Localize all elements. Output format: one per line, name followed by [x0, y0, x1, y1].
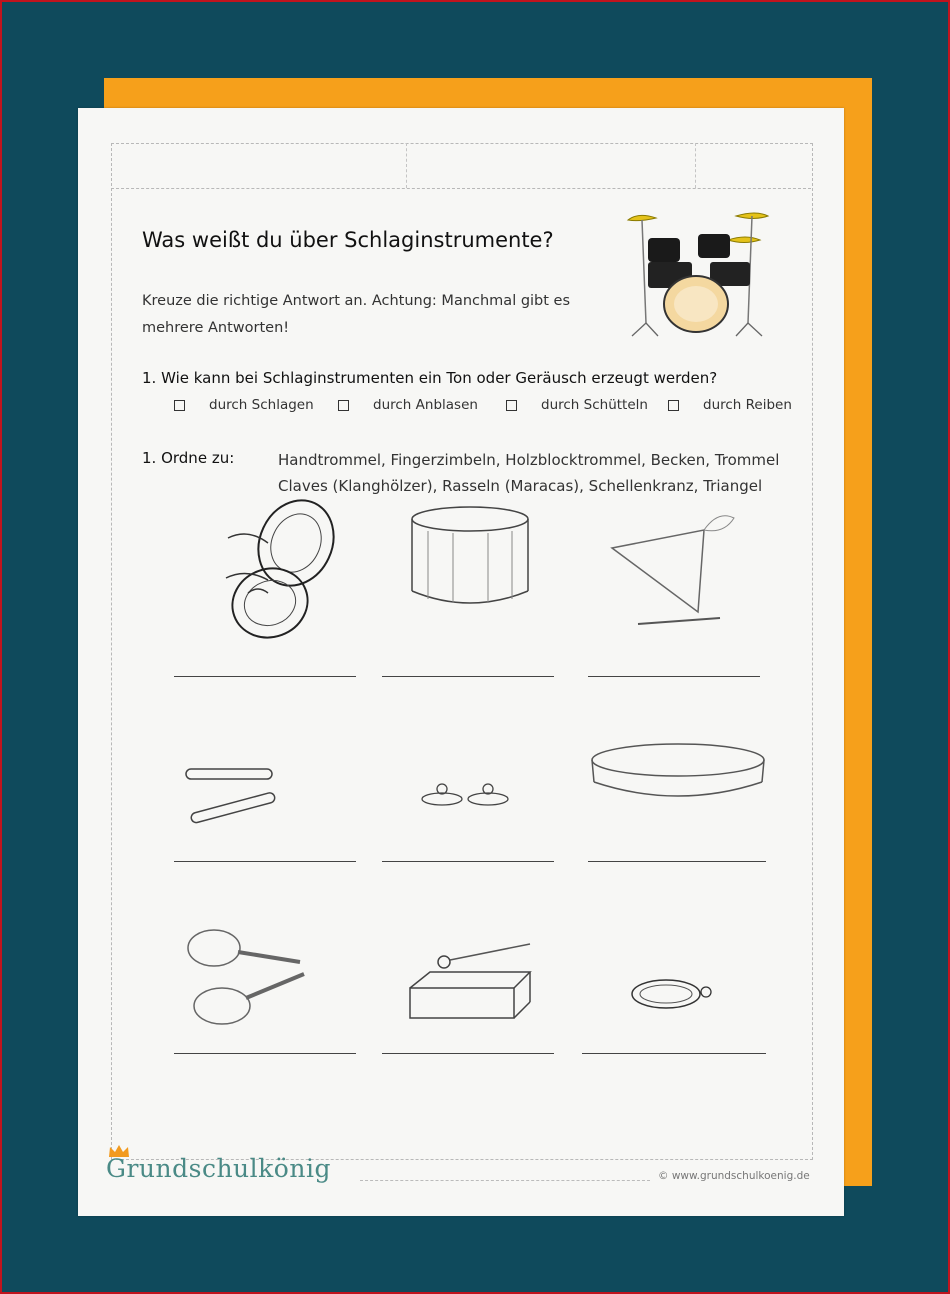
- snare-drum-icon: [408, 503, 533, 613]
- hand-drum-icon: [588, 740, 768, 810]
- checkbox[interactable]: [668, 400, 679, 411]
- answer-line[interactable]: [174, 861, 356, 862]
- option-anblasen[interactable]: [338, 397, 478, 413]
- checkbox[interactable]: [174, 400, 185, 411]
- tambourine-icon: [626, 970, 716, 1020]
- checkbox[interactable]: [506, 400, 517, 411]
- finger-cymbals-icon: [418, 773, 518, 813]
- worksheet-page: [78, 108, 844, 1216]
- answer-line[interactable]: [382, 1053, 554, 1054]
- wood-block-icon: [406, 936, 536, 1026]
- option-reiben[interactable]: [668, 397, 792, 413]
- claves-icon: [182, 763, 282, 833]
- header-divider: [406, 143, 407, 188]
- instruction-text: [142, 288, 602, 342]
- answer-line[interactable]: [588, 676, 760, 677]
- option-schuetteln[interactable]: [506, 397, 648, 413]
- header-fields: [111, 143, 811, 189]
- copyright-text: © www.grundschulkoenig.de: [658, 1170, 810, 1182]
- option-schlagen[interactable]: [174, 397, 314, 413]
- option-label: durch Reiben: [703, 397, 792, 413]
- answer-line[interactable]: [382, 861, 554, 862]
- header-divider: [695, 143, 696, 188]
- maracas-icon: [184, 920, 314, 1030]
- option-label: durch Schütteln: [541, 397, 648, 413]
- answer-line[interactable]: [582, 1053, 766, 1054]
- option-label: durch Anblasen: [373, 397, 478, 413]
- drum-kit-icon: [618, 208, 778, 343]
- option-label: durch Schlagen: [209, 397, 314, 413]
- footer-divider: [360, 1180, 650, 1181]
- answer-line[interactable]: [174, 1053, 356, 1054]
- cymbals-icon: [218, 498, 368, 648]
- checkbox[interactable]: [338, 400, 349, 411]
- triangle-icon: [602, 508, 742, 633]
- instruction-line-2: mehrere Antworten!: [142, 320, 290, 336]
- word-list-line-1: Handtrommel, Fingerzimbeln, Holzblocktrommel, Becken, Trommel: [278, 451, 780, 469]
- question-1-text: 1. Wie kann bei Schlaginstrumenten ein Ton oder Geräusch erzeugt werden?: [142, 369, 718, 387]
- word-list-line-2: Claves (Klanghölzer), Rasseln (Maracas), Schellenkranz, Triangel: [278, 477, 763, 495]
- answer-line[interactable]: [588, 861, 766, 862]
- answer-line[interactable]: [382, 676, 554, 677]
- question-2-label: 1. Ordne zu:: [142, 449, 235, 467]
- instruction-line-1: Kreuze die richtige Antwort an. Achtung: Manchmal gibt es: [142, 293, 571, 309]
- answer-line[interactable]: [174, 676, 356, 677]
- word-list: [278, 447, 779, 499]
- page-title: Was weißt du über Schlaginstrumente?: [142, 228, 554, 252]
- brand-logo: Grundschulkönig: [106, 1154, 331, 1183]
